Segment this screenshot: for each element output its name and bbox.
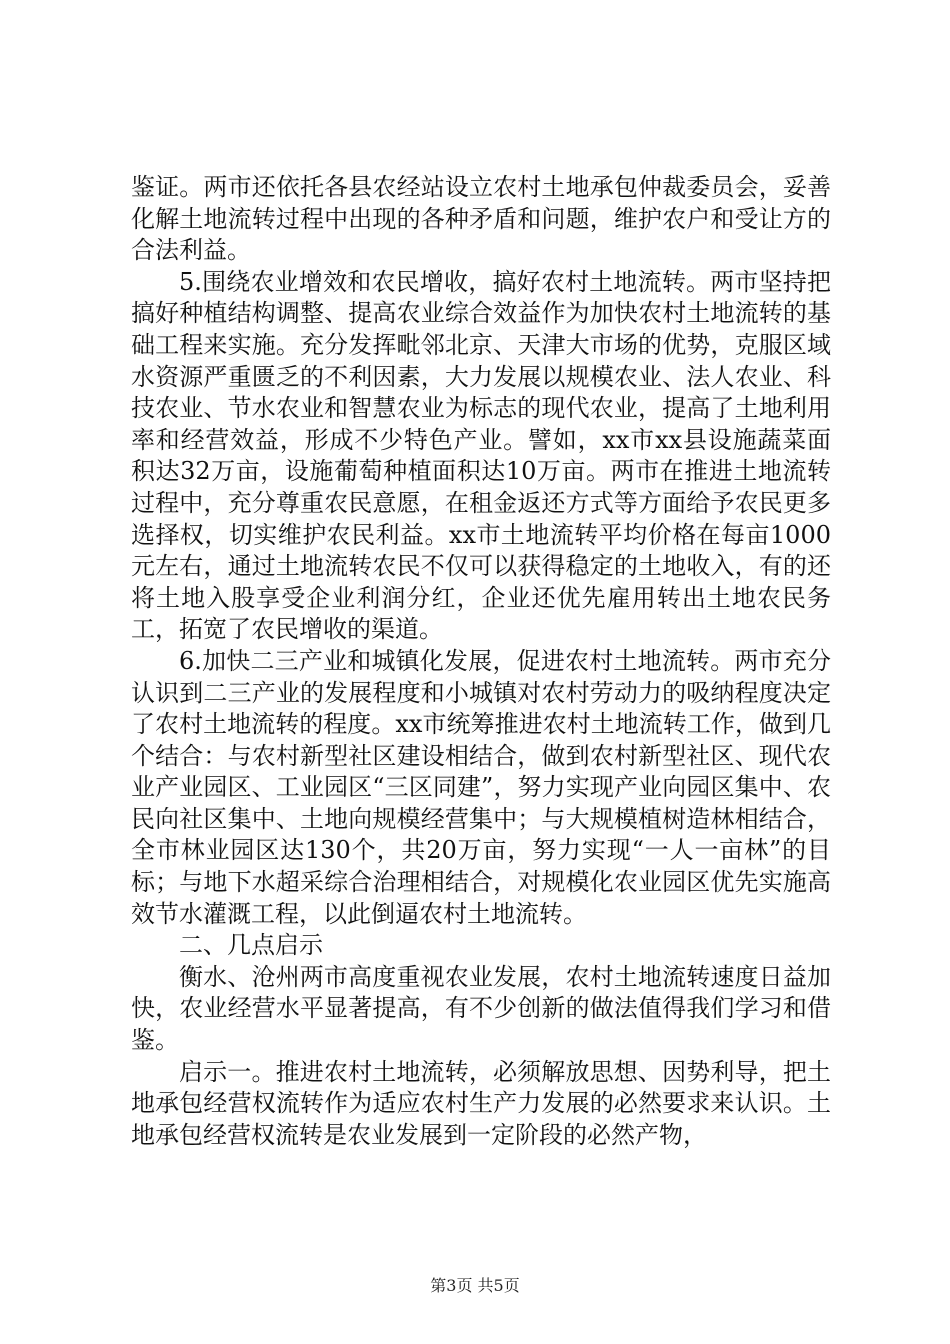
page-number-footer: 第3页 共5页 [430,1276,520,1295]
paragraph-continuation: 鉴证。两市还依托各县农经站设立农村土地承包仲裁委员会，妥善化解土地流转过程中出现的各种矛盾和问题，维护农户和受让方的合法利益。 [131,173,831,265]
paragraph-intro: 衡水、沧州两市高度重视农业发展，农村土地流转速度日益加快，农业经营水平显著提高，有不少创新的做法值得我们学习和借鉴。 [131,962,831,1055]
paragraph-insight-1: 启示一。推进农村土地流转，必须解放思想、因势利导，把土地承包经营权流转作为适应农村生产力发展的必然要求来认识。土地承包经营权流转是农业发展到一定阶段的必然产物， [131,1057,831,1149]
document-body [131,172,831,1151]
paragraph-item-5: 5.围绕农业增效和农民增收，搞好农村土地流转。两市坚持把搞好种植结构调整、提高农业综合效益作为加快农村土地流转的基础工程来实施。充分发挥毗邻北京、天津大市场的优势，克服区域水资源严重匮乏的不利因素，大力发展以规模农业、法人农业、科技农业、节水农业和智慧农业为标志的现代农业，提高了土地利用率和经营效益，形成不少特色产业。譬如，xx市xx县设施蔬菜面积达32万亩，设施葡萄种植面积达10万亩。两市在推进土地流转过程中，充分尊重农民意愿，在租金返还方式等方面给予农民更多选择权，切实维护农民利益。xx市土地流转平均价格在每亩1000元左右，通过土地流转农民不仅可以获得稳定的土地收入，有的还将土地入股享受企业利润分红，企业还优先雇用转出土地农民务工，拓宽了农民增收的渠道。 [131,267,831,644]
section-heading: 二、几点启示 [179,931,323,960]
paragraph-item-6: 6.加快二三产业和城镇化发展，促进农村土地流转。两市充分认识到二三产业的发展程度和小城镇对农村劳动力的吸纳程度决定了农村土地流转的程度。xx市统筹推进农村土地流转工作，做到几个结合：与农村新型社区建设相结合，做到农村新型社区、现代农业产业园区、工业园区“三区同建”，努力实现产业向园区集中、农民向社区集中、土地向规模经营集中；与大规模植树造林相结合，全市林业园区达130个，共20万亩，努力实现“一人一亩林”的目标；与地下水超采综合治理相结合，对规模化农业园区优先实施高效节水灌溉工程，以此倒逼农村土地流转。 [131,646,831,928]
